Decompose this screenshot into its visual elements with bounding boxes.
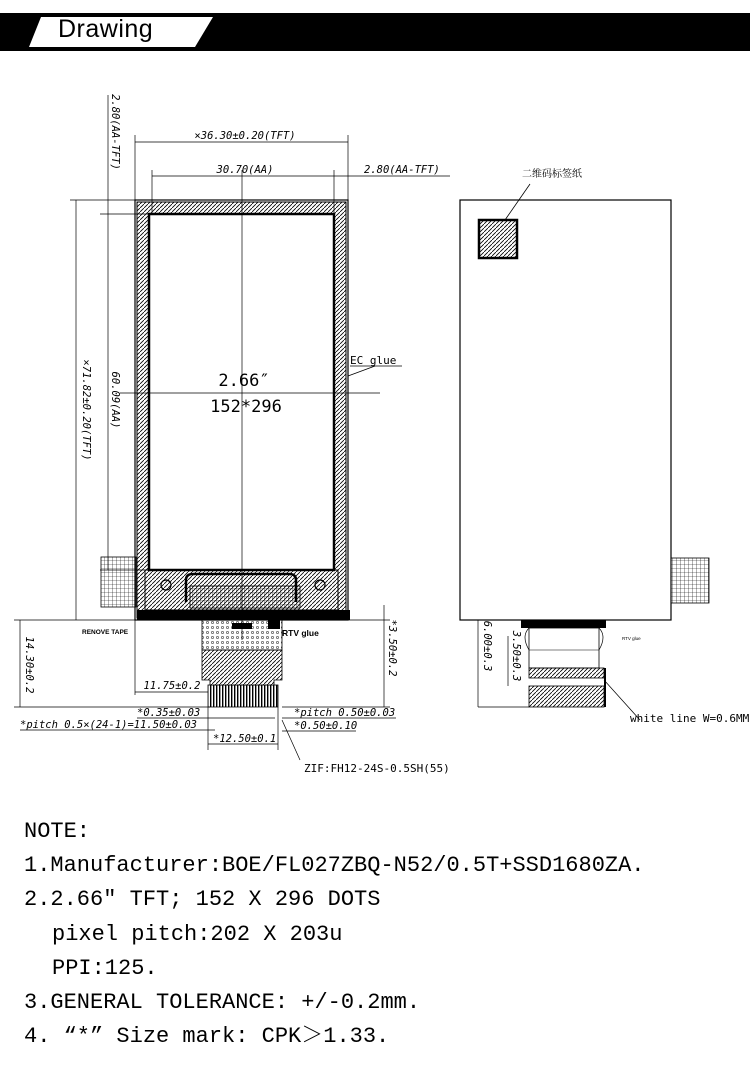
- note-2-ppi: PPI:125.: [52, 955, 158, 981]
- back-view: [460, 167, 709, 707]
- driver-ic: [190, 586, 300, 608]
- remove-tape: [101, 557, 136, 607]
- dim-connector-width: *12.50±0.1: [213, 733, 277, 745]
- dim-side-a: 6.00±0.3: [481, 620, 493, 672]
- fpc-tail: [202, 650, 282, 685]
- section-header: [0, 13, 750, 51]
- dim-pitch-total: *pitch 0.5×(24-1)=11.50±0.03: [20, 719, 198, 731]
- note-3: 3.GENERAL TOLERANCE: +/-0.2mm.: [24, 990, 421, 1016]
- ec-glue-label: EC glue: [350, 354, 397, 367]
- fpc-contacts: [208, 685, 278, 707]
- dim-aa-tft-right: 2.80(AA-TFT): [364, 164, 440, 176]
- dim-pin-width: *0.50±0.10: [294, 720, 358, 732]
- remove-tape-label: RENOVE TAPE: [82, 629, 129, 636]
- dim-overall-height: ×71.82±0.20(TFT): [80, 359, 92, 461]
- back-remove-tape: [671, 558, 709, 603]
- dim-aa-width: 30.70(AA): [216, 164, 274, 176]
- front-view: [101, 170, 380, 707]
- dim-overall-width: ×36.30±0.20(TFT): [194, 130, 296, 142]
- notes-block: [24, 815, 744, 1054]
- white-line-label: white line W=0.6MM: [630, 712, 750, 725]
- dim-pitch: *pitch 0.50±0.03: [294, 707, 396, 719]
- technical-drawing: [0, 80, 750, 800]
- qr-label: 二维码标签纸: [522, 169, 582, 180]
- diagonal-size: 2.66″: [218, 371, 270, 391]
- note-4: 4. “*” Size mark: CPK＞1.33.: [24, 1024, 390, 1050]
- dim-side-b: 3.50±0.3: [510, 630, 522, 682]
- note-2: 2.2.66″ TFT; 152 X 296 DOTS: [24, 887, 381, 913]
- zif-label: ZIF:FH12-24S-0.5SH(55): [304, 762, 450, 775]
- note-2-pixel-pitch: pixel pitch:202 X 203u: [52, 921, 343, 947]
- dim-fpc-bend: *3.50±0.2: [386, 619, 398, 677]
- dim-aa-tft-top: 2.80(AA-TFT): [109, 94, 121, 170]
- section-title: Drawing: [58, 15, 154, 43]
- dim-pad-width: *0.35±0.03: [137, 707, 201, 719]
- back-rtv-label: RTV glue: [622, 636, 641, 641]
- resolution: 152*296: [210, 397, 282, 417]
- back-outline: [460, 200, 671, 620]
- active-area: [149, 214, 334, 570]
- qr-label-box: [479, 220, 517, 258]
- note-1: 1.Manufacturer:BOE/FL027ZBQ-N52/0.5T+SSD1680ZA.: [24, 853, 645, 879]
- dim-aa-height: 60.09(AA): [109, 371, 121, 429]
- rtv-glue-label: RTV glue: [282, 628, 319, 638]
- dim-fpc-offset: 11.75±0.2: [143, 680, 201, 692]
- notes-title: NOTE:: [24, 819, 91, 844]
- dim-fpc-height: 14.30±0.2: [23, 636, 35, 694]
